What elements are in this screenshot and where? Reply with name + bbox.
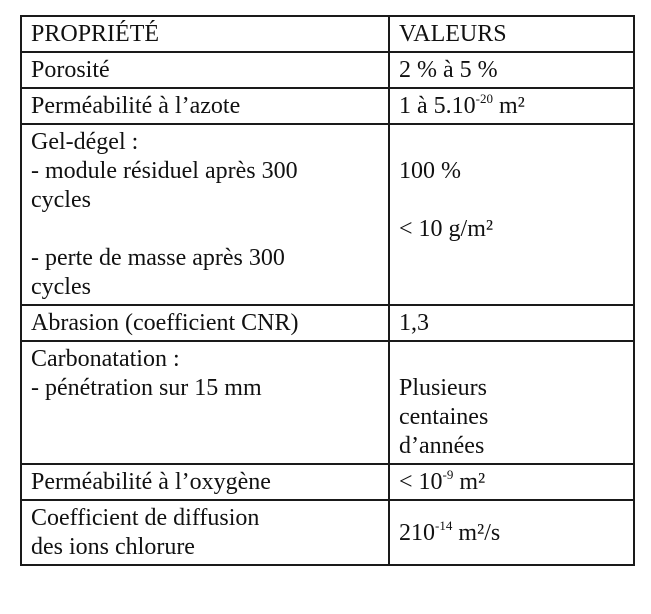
table-row-diffusion-chlorure bbox=[21, 500, 634, 565]
table-row-porosite bbox=[21, 52, 634, 88]
value-line: < 10 g/m² bbox=[399, 216, 494, 242]
spacer bbox=[31, 215, 380, 244]
value-cell bbox=[389, 464, 634, 500]
property-cell: Perméabilité à l’azote bbox=[21, 88, 389, 124]
properties-table bbox=[20, 15, 635, 566]
value-exponent: -9 bbox=[442, 467, 454, 482]
value-base: < 10 bbox=[399, 469, 443, 495]
value-base: 1 à 5.10 bbox=[399, 93, 476, 119]
property-title: Carbonatation : bbox=[31, 346, 180, 372]
value-base: 210 bbox=[399, 519, 435, 546]
value-exponent: -20 bbox=[475, 91, 493, 106]
property-item-line: cycles bbox=[31, 187, 91, 213]
value-cell: 2 % à 5 % bbox=[389, 52, 634, 88]
header-value: VALEURS bbox=[389, 16, 634, 52]
property-item-line: - module résiduel après 300 bbox=[31, 158, 298, 184]
header-property: PROPRIÉTÉ bbox=[21, 16, 389, 52]
value-unit: m² bbox=[453, 469, 486, 495]
value-cell: 1,3 bbox=[389, 305, 634, 341]
property-cell bbox=[21, 124, 389, 305]
property-cell bbox=[21, 500, 389, 565]
value-line: centaines bbox=[399, 404, 489, 430]
property-cell bbox=[21, 341, 389, 464]
value-line: 100 % bbox=[399, 158, 461, 184]
table-row-permeabilite-azote bbox=[21, 88, 634, 124]
property-cell: Porosité bbox=[21, 52, 389, 88]
property-item-line: - pénétration sur 15 mm bbox=[31, 375, 262, 401]
value-line: d’années bbox=[399, 433, 485, 459]
table-row-permeabilite-oxygene bbox=[21, 464, 634, 500]
value-cell bbox=[389, 500, 634, 565]
table-header-row bbox=[21, 16, 634, 52]
value-cell bbox=[389, 124, 634, 305]
value-unit: m² bbox=[493, 93, 525, 119]
property-title: Gel-dégel : bbox=[31, 129, 139, 155]
property-item-line: - perte de masse après 300 bbox=[31, 245, 285, 271]
value-line: Plusieurs bbox=[399, 375, 488, 401]
property-line: Coefficient de diffusion bbox=[31, 505, 260, 531]
spacer bbox=[399, 186, 625, 215]
property-line: des ions chlorure bbox=[31, 534, 195, 560]
property-item-line: cycles bbox=[31, 274, 91, 300]
value-cell bbox=[389, 341, 634, 464]
value-unit: m²/s bbox=[452, 519, 501, 546]
table-row-abrasion bbox=[21, 305, 634, 341]
value-cell bbox=[389, 88, 634, 124]
table-row-gel-degel bbox=[21, 124, 634, 305]
property-cell: Perméabilité à l’oxygène bbox=[21, 464, 389, 500]
value-exponent: -14 bbox=[435, 517, 453, 533]
property-cell: Abrasion (coefficient CNR) bbox=[21, 305, 389, 341]
table-row-carbonatation bbox=[21, 341, 634, 464]
